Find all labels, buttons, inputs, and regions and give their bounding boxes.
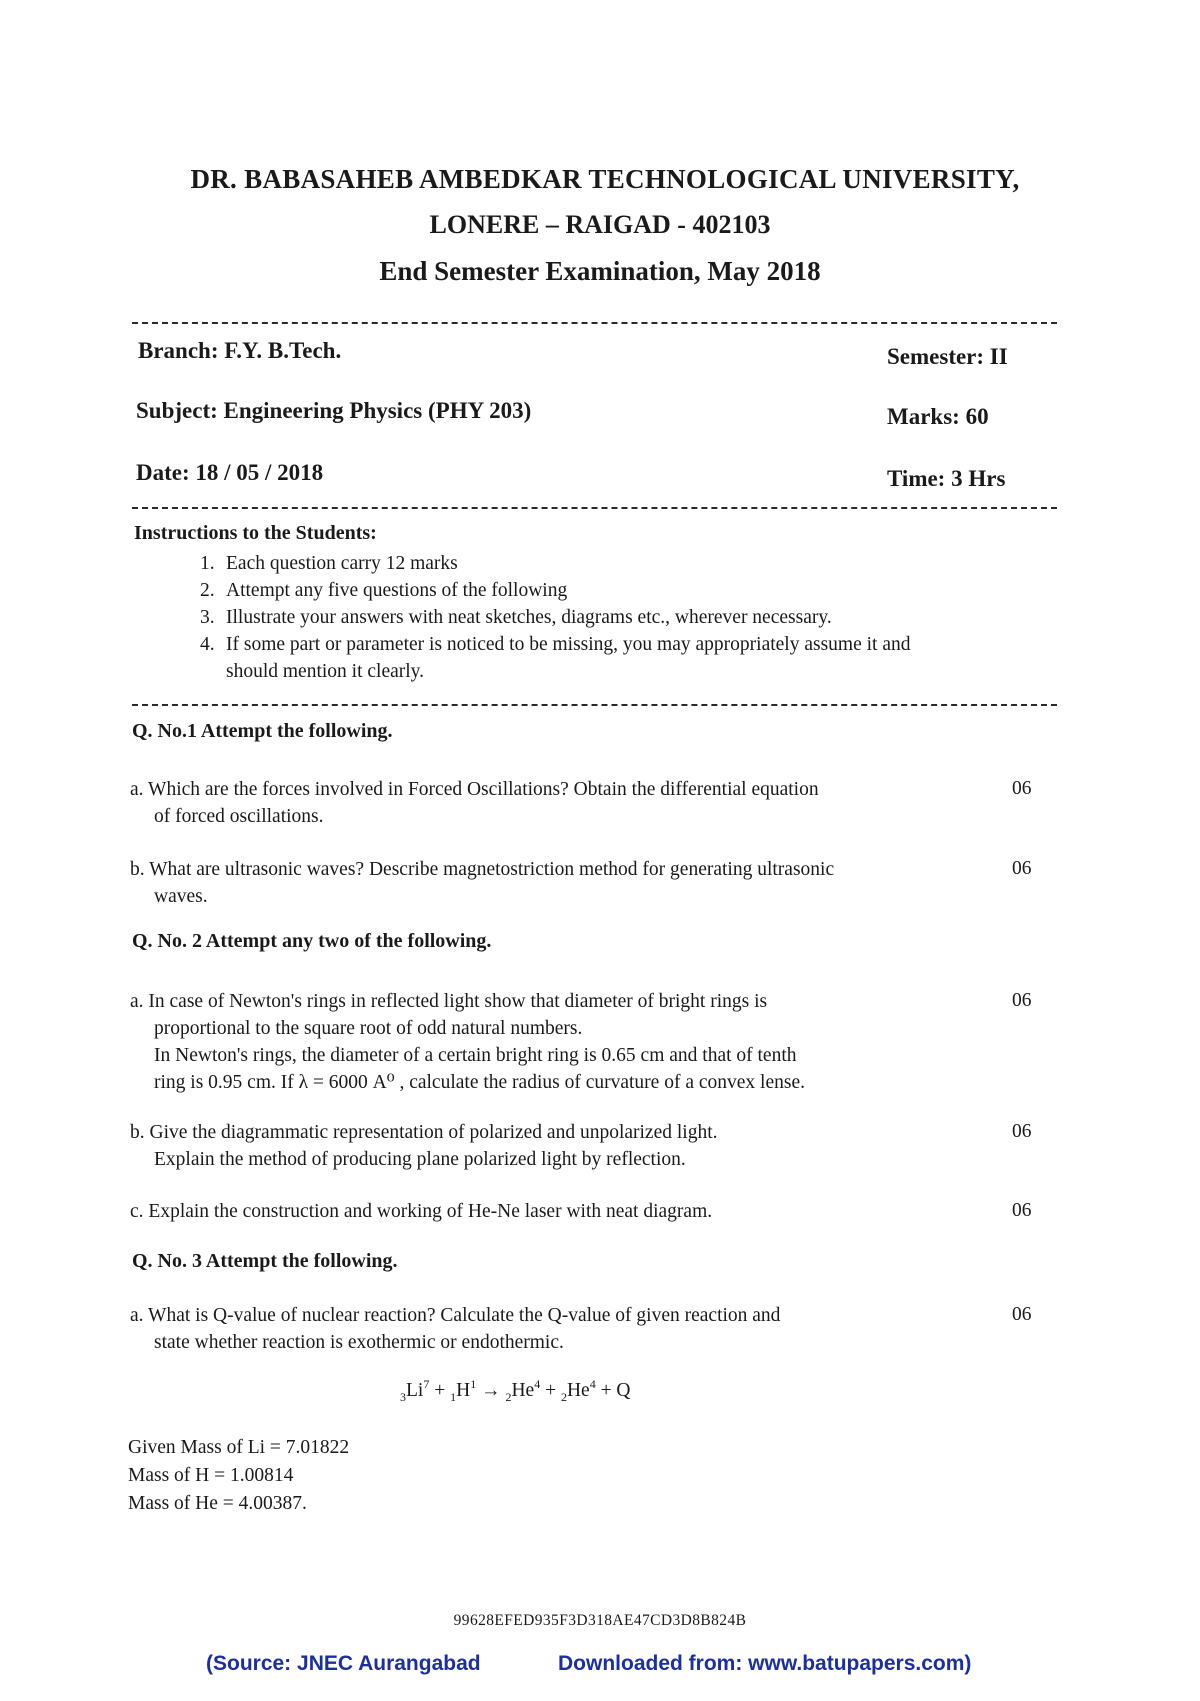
university-location: LONERE – RAIGAD - 402103 [429,210,771,239]
q2c-text: c. Explain the construction and working of He-Ne laser with neat diagram. [130,1201,713,1222]
given-mass-li: Given Mass of Li = 7.01822 [128,1437,350,1458]
exam-title: End Semester Examination, May 2018 [379,256,821,286]
university-name: DR. BABASAHEB AMBEDKAR TECHNOLOGICAL UNIVERSITY, [190,164,1020,194]
instruction-item: 1. Each question carry 12 marks [200,553,458,574]
subject-label: Subject: Engineering Physics (PHY 203) [136,398,532,423]
q2a-marks: 06 [1012,990,1032,1011]
q2-heading: Q. No. 2 Attempt any two of the following. [132,930,492,952]
q3a-text: a. What is Q-value of nuclear reaction? Calculate the Q-value of given reaction and state whether reaction is exothermic or endothermic. [130,1305,781,1353]
semester-label: Semester: II [887,344,1008,369]
q3-heading: Q. No. 3 Attempt the following. [132,1250,398,1272]
q1a-marks: 06 [1012,778,1032,799]
instruction-item: 2. Attempt any five questions of the following [200,580,568,601]
q1b-text: b. What are ultrasonic waves? Describe magnetostriction method for generating ultrasonic waves. [130,859,835,907]
marks-label: Marks: 60 [887,404,989,429]
instructions-list [200,550,1050,685]
source-note: (Source: JNEC Aurangabad [206,1652,481,1675]
q2a-text: a. In case of Newton's rings in reflected light show that diameter of bright rings is proportional to the square root of odd natural numbers. In Newton's rings, the diameter of a certain bright ring is 0.65 cm and that of tenth ring is 0.95 cm. If λ = 6000 A⁰ , calculate the radius of curvature of a convex lense. [130,991,805,1093]
q2b-marks: 06 [1012,1121,1032,1142]
q2c-marks: 06 [1012,1200,1032,1221]
q2b-text: b. Give the diagrammatic representation of polarized and unpolarized light. Explain the method of producing plane polarized light by reflection. [130,1122,718,1170]
instructions-heading: Instructions to the Students: [134,522,377,544]
branch-label: Branch: F.Y. B.Tech. [138,338,342,363]
instruction-item: 3. Illustrate your answers with neat sketches, diagrams etc., wherever necessary. [200,607,832,628]
download-link[interactable]: Downloaded from: www.batupapers.com) [558,1652,972,1675]
q1b-marks: 06 [1012,858,1032,879]
instruction-item: 4. If some part or parameter is noticed to be missing, you may appropriately assume it and should mention it clearly. [200,634,911,682]
divider-meta [132,507,1057,509]
divider-instructions [132,704,1057,706]
q3a-marks: 06 [1012,1304,1032,1325]
nuclear-reaction-equation: $_3Li^7 + _1H^1 \to _2He^4 + _2He^4 + Q$ [400,1377,631,1404]
given-masses [128,1434,349,1518]
date-label: Date: 18 / 05 / 2018 [136,460,324,485]
given-mass-h: Mass of H = 1.00814 [128,1465,294,1486]
divider-top [132,322,1057,324]
q1-heading: Q. No.1 Attempt the following. [132,720,393,742]
paper-code: 99628EFED935F3D318AE47CD3D8B824B [453,1612,747,1629]
q1a-text: a. Which are the forces involved in Forced Oscillations? Obtain the differential equation of forced oscillations. [130,779,819,827]
given-mass-he: Mass of He = 4.00387. [128,1493,307,1514]
time-label: Time: 3 Hrs [887,466,1006,491]
